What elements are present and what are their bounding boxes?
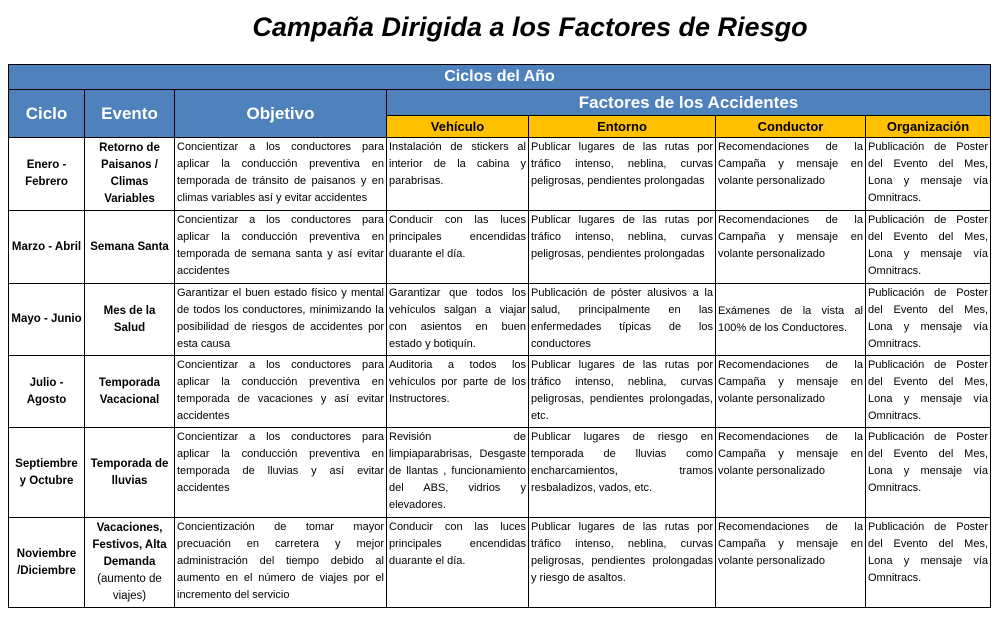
cell-conductor: Recomendaciones de la Campaña y mensaje en volante personalizado [716, 211, 866, 284]
factores-header: Factores de los Accidentes [387, 90, 991, 116]
cell-evento [85, 284, 175, 356]
cell-entorno: Publicar lugares de riesgo en temporada de lluvias como encharcamientos, tramos resbaladizos, vados, etc. [529, 428, 716, 518]
cell-evento [85, 356, 175, 428]
cell-vehiculo: Auditoria a todos los vehículos por parte de los Instructores. [387, 356, 529, 428]
cell-ciclo: Enero - Febrero [9, 138, 85, 211]
cell-organizacion: Publicación de Poster del Evento del Mes, Lona y mensaje vía Omnitracs. [866, 428, 991, 518]
evento-subtitle: (aumento de viajes) [97, 573, 162, 602]
cell-ciclo: Mayo - Junio [9, 284, 85, 356]
cell-evento [85, 518, 175, 608]
cell-organizacion: Publicación de Poster del Evento del Mes, Lona y mensaje vía Omnitracs. [866, 356, 991, 428]
table-row [9, 284, 991, 356]
cell-conductor: Recomendaciones de la Campaña y mensaje en volante personalizado [716, 428, 866, 518]
page-title: Campaña Dirigida a los Factores de Riesgo [252, 12, 808, 42]
cell-conductor: Recomendaciones de la Campaña y mensaje en volante personalizado [716, 138, 866, 211]
sub-header-vehiculo: Vehículo [387, 116, 529, 138]
cell-entorno: Publicar lugares de las rutas por tráfico intenso, neblina, curvas peligrosas, pendientes prolongadas [529, 138, 716, 211]
cell-vehiculo: Garantizar que todos los vehículos salgan a viajar con asientos en buen estado y botiquín. [387, 284, 529, 356]
evento-title: Mes de la Salud [103, 304, 156, 334]
cell-vehiculo: Instalación de stickers al interior de la cabina y parabrisas. [387, 138, 529, 211]
cell-ciclo: Julio - Agosto [9, 356, 85, 428]
table-row [9, 518, 991, 608]
cell-vehiculo: Conducir con las luces principales encendidas duarante el día. [387, 518, 529, 608]
cell-conductor: Recomendaciones de la Campaña y mensaje en volante personalizado [716, 356, 866, 428]
cell-organizacion: Publicación de Poster del Evento del Mes, Lona y mensaje vía Omnitracs. [866, 518, 991, 608]
col-header-ciclo: Ciclo [9, 90, 85, 138]
cell-entorno: Publicar lugares de las rutas por tráfico intenso, neblina, curvas peligrosas, pendientes prolongadas, etc. [529, 356, 716, 428]
cell-entorno: Publicar lugares de las rutas por tráfico intenso, neblina, curvas peligrosas, pendientes prolongadas y riesgo de asaltos. [529, 518, 716, 608]
sub-header-conductor: Conductor [716, 116, 866, 138]
cell-entorno: Publicación de póster alusivos a la salud, principalmente en las enfermedades típicas de los conductores [529, 284, 716, 356]
cell-objetivo: Concientizar a los conductores para aplicar la conducción preventiva en temporada de tránsito de paisanos y en climas variables así y evitar accidentes [175, 138, 387, 211]
cell-ciclo: Septiembre y Octubre [9, 428, 85, 518]
cell-entorno: Publicar lugares de las rutas por tráfico intenso, neblina, curvas peligrosas, pendientes prolongadas [529, 211, 716, 284]
table-row [9, 428, 991, 518]
cell-ciclo: Noviembre /Diciembre [9, 518, 85, 608]
evento-title: Temporada de lluvias [90, 457, 169, 487]
sub-header-entorno: Entorno [529, 116, 716, 138]
col-header-objetivo: Objetivo [175, 90, 387, 138]
table-row [9, 138, 991, 211]
cell-organizacion: Publicación de Poster del Evento del Mes, Lona y mensaje vía Omnitracs. [866, 211, 991, 284]
risk-campaign-table [8, 64, 991, 608]
cell-conductor: Exámenes de la vista al 100% de los Conductores. [716, 284, 866, 356]
cell-objetivo: Concientizar a los conductores para aplicar la conducción preventiva en temporada de vacaciones y así evitar accidentes [175, 356, 387, 428]
top-header: Ciclos del Año [9, 65, 991, 90]
evento-title: Semana Santa [90, 240, 169, 253]
sub-header-organizacion: Organización [866, 116, 991, 138]
col-header-evento: Evento [85, 90, 175, 138]
cell-ciclo: Marzo - Abril [9, 211, 85, 284]
cell-objetivo: Concientizar a los conductores para aplicar la conducción preventiva en temporada de lluvias y así evitar accidentes [175, 428, 387, 518]
cell-objetivo: Garantizar el buen estado físico y mental de todos los conductores, minimizando la posibilidad de riesgos de accidentes por esta causa [175, 284, 387, 356]
cell-organizacion: Publicación de Poster del Evento del Mes, Lona y mensaje vía Omnitracs. [866, 284, 991, 356]
cell-evento [85, 211, 175, 284]
cell-evento [85, 428, 175, 518]
cell-vehiculo: Revisión de limpiaparabrisas, Desgaste de llantas , funcionamiento del ABS, vidrios y elevadores. [387, 428, 529, 518]
cell-vehiculo: Conducir con las luces principales encendidas duarante el día. [387, 211, 529, 284]
table-row [9, 211, 991, 284]
cell-objetivo: Concientizar a los conductores para aplicar la conducción preventiva en temporada de semana santa y así evitar accidentes [175, 211, 387, 284]
cell-evento [85, 138, 175, 211]
evento-title: Vacaciones, Festivos, Alta Demanda [92, 522, 167, 568]
evento-title: Temporada Vacacional [98, 376, 161, 406]
evento-title: Retorno de Paisanos / Climas Variables [99, 142, 160, 205]
cell-objetivo: Concientización de tomar mayor precuación en carretera y mejor administración del tiempo debido al aumento en el número de viajes por el incremento del servicio [175, 518, 387, 608]
table-row [9, 356, 991, 428]
cell-organizacion: Publicación de Poster del Evento del Mes, Lona y mensaje vía Omnitracs. [866, 138, 991, 211]
cell-conductor: Recomendaciones de la Campaña y mensaje en volante personalizado [716, 518, 866, 608]
